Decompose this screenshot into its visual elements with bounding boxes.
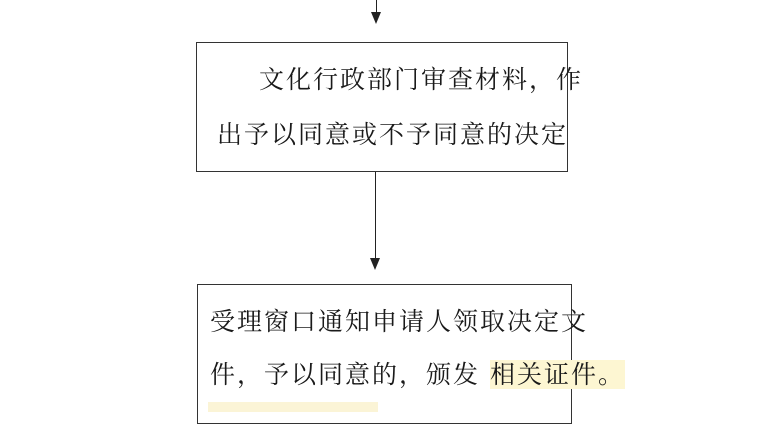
flow-step-notify-line2-highlight: 相关证件。 — [489, 360, 625, 389]
flow-step-notify-line1: 受理窗口通知申请人领取决定文 — [210, 307, 589, 336]
flow-step-notify-line2-prefix: 件，予以同意的，颁发 — [210, 360, 490, 389]
connector-middle-arrowhead — [370, 258, 380, 270]
flow-step-notify-line2 — [210, 360, 625, 390]
flow-step-review — [196, 42, 584, 172]
flow-step-review-line2: 出予以同意或不予同意的决定 — [217, 120, 569, 149]
connector-top-arrowhead — [371, 12, 381, 24]
flow-step-review-line1: 文化行政部门审查材料，作 — [259, 65, 584, 94]
connector-middle-line — [375, 172, 376, 260]
scan-highlight-mark — [208, 402, 378, 412]
